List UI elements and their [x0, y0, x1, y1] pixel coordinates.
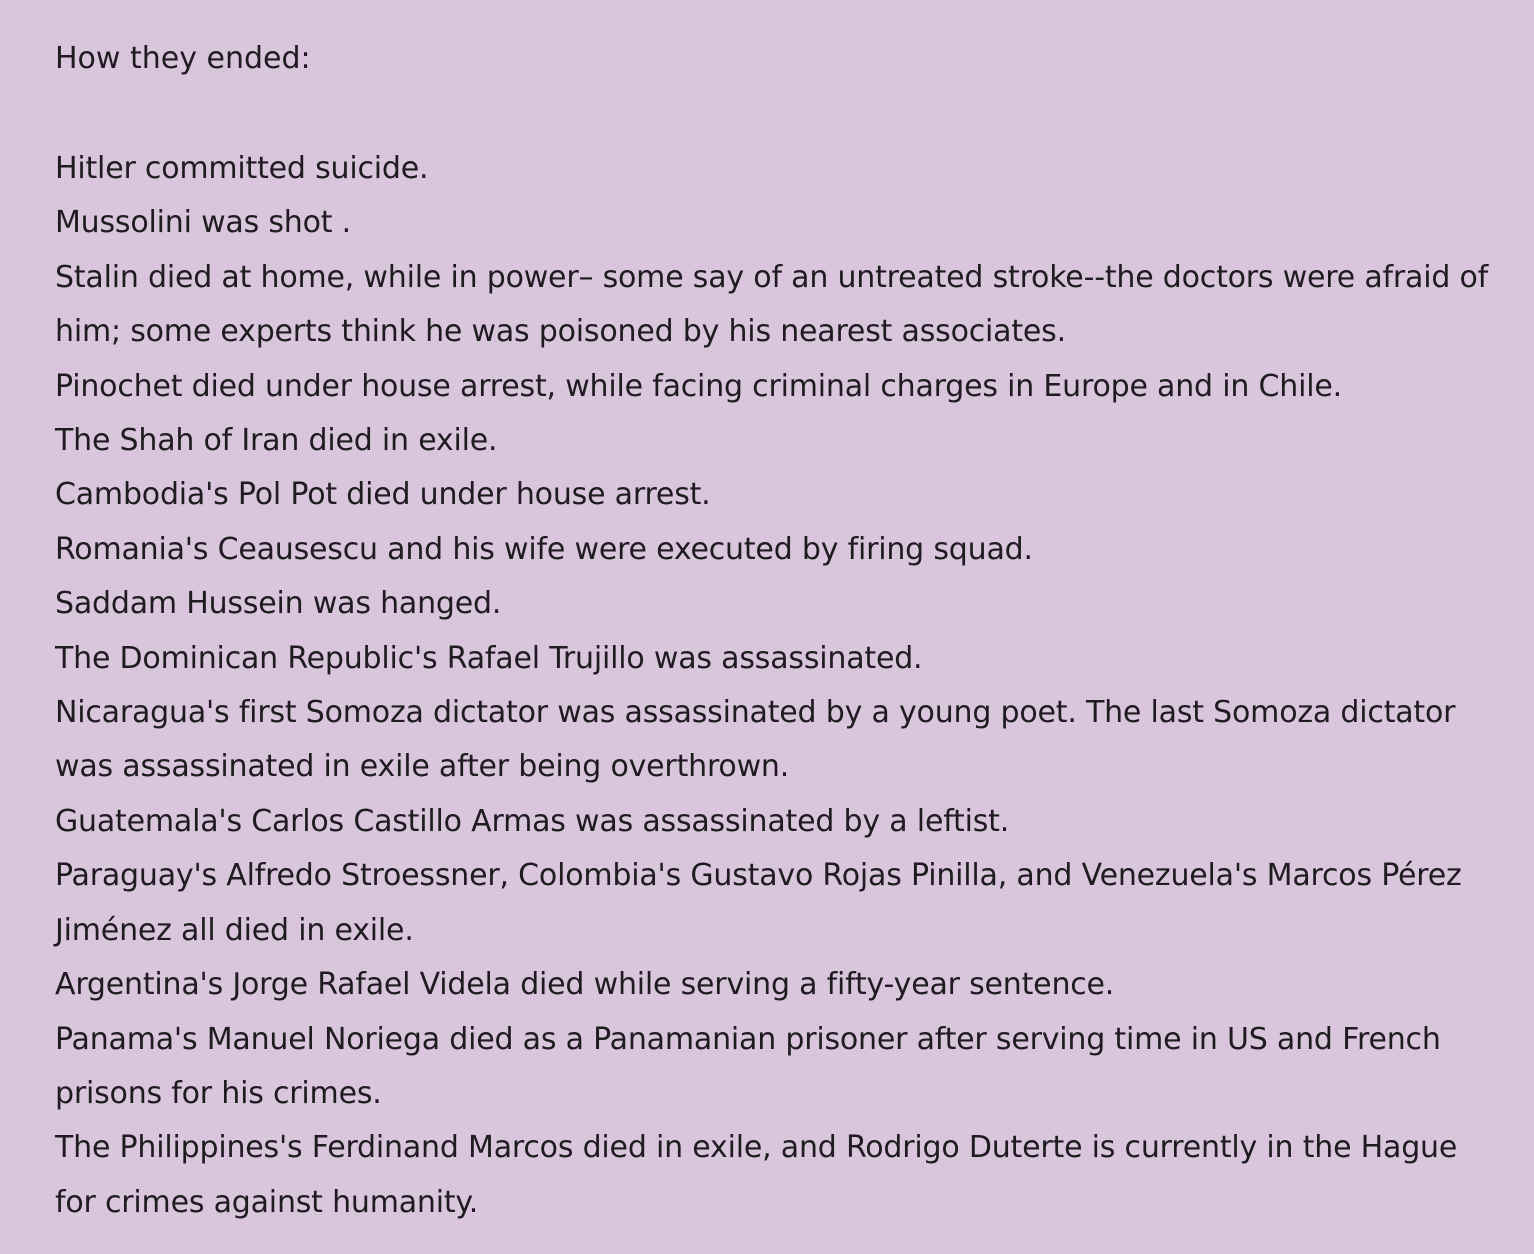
- list-item-trujillo: The Dominican Republic's Rafael Trujillo was assassinated.: [55, 640, 923, 676]
- blank-line: [55, 86, 1494, 142]
- list-item-saddam: Saddam Hussein was hanged.: [55, 586, 502, 622]
- list-item-stalin: Stalin died at home, while in power– some say of an untreated stroke--the doctors were afraid of him; some experts think he was poisoned by his nearest associates.: [55, 259, 1489, 350]
- entries-list: [55, 142, 1494, 1230]
- list-item-shah: The Shah of Iran died in exile.: [55, 423, 498, 459]
- list-item-pol-pot: Cambodia's Pol Pot died under house arrest.: [55, 477, 711, 513]
- section-heading: How they ended:: [55, 41, 311, 76]
- list-item-somoza: Nicaragua's first Somoza dictator was assassinated by a young poet. The last Somoza dictator was assassinated in exile after being overthrown.: [55, 695, 1456, 785]
- list-item-mussolini: Mussolini was shot .: [55, 205, 351, 241]
- list-item-pinochet: Pinochet died under house arrest, while facing criminal charges in Europe and in Chile.: [55, 368, 1342, 404]
- list-item-marcos-duterte: The Philippines's Ferdinand Marcos died in exile, and Rodrigo Duterte is currently in the Hague for crimes against humanity.: [55, 1130, 1458, 1220]
- list-item-noriega: Panama's Manuel Noriega died as a Panamanian prisoner after serving time in US and French prisons for his crimes.: [55, 1021, 1441, 1111]
- list-item-castillo-armas: Guatemala's Carlos Castillo Armas was assassinated by a leftist.: [55, 803, 1010, 839]
- list-item-ceausescu: Romania's Ceausescu and his wife were executed by firing squad.: [55, 531, 1033, 567]
- list-item-stroessner-pinilla-jimenez: Paraguay's Alfredo Stroessner, Colombia's Gustavo Rojas Pinilla, and Venezuela's Marcos Pérez Jiménez all died in exile.: [55, 858, 1462, 948]
- list-item-videla: Argentina's Jorge Rafael Videla died while serving a fifty-year sentence.: [55, 967, 1115, 1003]
- list-item-hitler: Hitler committed suicide.: [55, 151, 429, 186]
